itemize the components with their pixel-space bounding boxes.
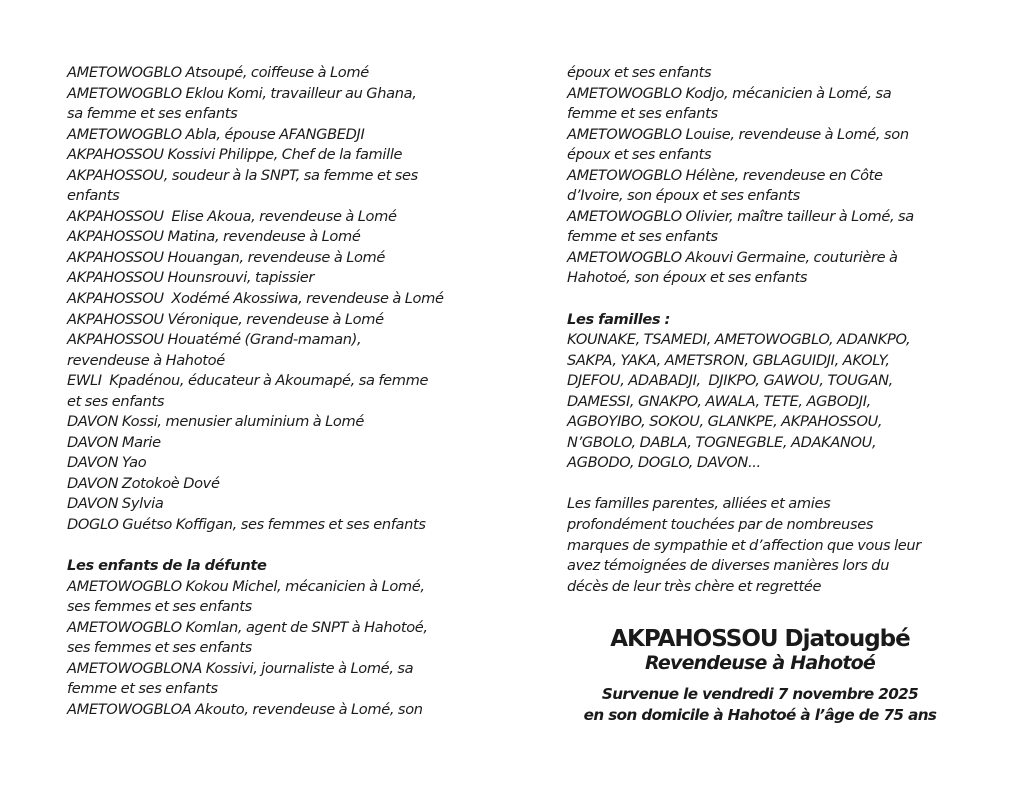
- relative-line: AMETOWOGBLO Atsoupé, coiffeuse à Lomé: [67, 64, 369, 81]
- relative-line: DAVON Kossi, menusier aluminium à Lomé: [67, 413, 364, 431]
- child-line: femme et ses enfants: [567, 228, 718, 246]
- death-info: [560, 684, 960, 725]
- left-column: [67, 63, 497, 721]
- relative-line: DAVON Sylvia: [67, 495, 164, 513]
- relative-line: AKPAHOSSOU Hounsrouvi, tapissier: [67, 269, 315, 287]
- relative-line: AKPAHOSSOU Elise Akoua, revendeuse à Lomé: [67, 207, 397, 225]
- relative-line: EWLI Kpadénou, éducateur à Akoumapé, sa femme: [67, 372, 429, 390]
- thanks-line: profondément touchées par de nombreuses: [567, 516, 874, 534]
- relative-line: AKPAHOSSOU Véronique, revendeuse à Lomé: [67, 310, 384, 328]
- families-line: N’GBOLO, DABLA, TOGNEGBLE, ADAKANOU,: [567, 433, 877, 451]
- child-line: femme et ses enfants: [567, 105, 718, 123]
- child-line: époux et ses enfants: [567, 146, 712, 164]
- relative-line: et ses enfants: [67, 392, 165, 410]
- children-heading: Les enfants de la défunte: [67, 557, 267, 575]
- relative-line: DOGLO Guétso Koffigan, ses femmes et ses enfants: [67, 516, 426, 534]
- families-section: [567, 310, 997, 474]
- child-line: AMETOWOGBLO Olivier, maître tailleur à Lomé, sa: [567, 207, 914, 225]
- child-line: AMETOWOGBLO Komlan, agent de SNPT à Hahotoé,: [67, 618, 428, 636]
- thanks-paragraph: [567, 494, 997, 597]
- child-line: AMETOWOGBLO Kodjo, mécanicien à Lomé, sa: [567, 84, 892, 102]
- families-line: AGBODO, DOGLO, DAVON...: [567, 454, 761, 472]
- child-line: AMETOWOGBLO Kokou Michel, mécanicien à Lomé,: [67, 577, 425, 595]
- families-line: AGBOYIBO, SOKOU, GLANKPE, AKPAHOSSOU,: [567, 413, 883, 431]
- child-line: Hahotoé, son époux et ses enfants: [567, 269, 808, 287]
- families-line: KOUNAKE, TSAMEDI, AMETOWOGBLO, ADANKPO,: [567, 331, 911, 349]
- relative-line: AMETOWOGBLO Abla, épouse AFANGBEDJI: [67, 125, 365, 143]
- child-line: d’Ivoire, son époux et ses enfants: [567, 187, 800, 205]
- death-date: Survenue le vendredi 7 novembre 2025: [601, 685, 919, 703]
- right-column: [567, 63, 997, 597]
- child-line: époux et ses enfants: [567, 64, 712, 81]
- families-line: DAMESSI, GNAKPO, AWALA, TETE, AGBODJI,: [567, 392, 871, 410]
- children-section-continued: [567, 63, 997, 289]
- deceased-role: Revendeuse à Hahotoé: [645, 652, 875, 674]
- child-line: AMETOWOGBLO Hélène, revendeuse en Côte: [567, 166, 883, 184]
- thanks-line: marques de sympathie et d’affection que vous leur: [567, 536, 921, 554]
- child-line: ses femmes et ses enfants: [67, 639, 252, 657]
- death-place: en son domicile à Hahotoé à l’âge de 75 ans: [583, 705, 937, 724]
- relative-line: DAVON Zotokoè Dové: [67, 474, 220, 492]
- child-line: femme et ses enfants: [67, 680, 218, 698]
- spacer: [567, 474, 997, 495]
- relative-line: sa femme et ses enfants: [67, 105, 238, 123]
- children-section: [67, 556, 497, 720]
- child-line: ses femmes et ses enfants: [67, 598, 252, 616]
- relatives-list: [67, 63, 497, 536]
- relative-line: AKPAHOSSOU Houangan, revendeuse à Lomé: [67, 248, 386, 266]
- child-line: AMETOWOGBLONA Kossivi, journaliste à Lomé, sa: [67, 659, 414, 677]
- families-line: SAKPA, YAKA, AMETSRON, GBLAGUIDJI, AKOLY,: [567, 351, 890, 369]
- thanks-line: décès de leur très chère et regrettée: [567, 577, 822, 595]
- relative-line: revendeuse à Hahotoé: [67, 351, 225, 369]
- thanks-line: Les familles parentes, alliées et amies: [567, 495, 831, 513]
- child-line: AMETOWOGBLO Akouvi Germaine, couturière à: [567, 248, 898, 266]
- relative-line: AKPAHOSSOU, soudeur à la SNPT, sa femme et ses: [67, 166, 418, 184]
- relative-line: AKPAHOSSOU Matina, revendeuse à Lomé: [67, 228, 361, 246]
- deceased-name: AKPAHOSSOU Djatougbé: [610, 626, 910, 652]
- spacer: [67, 536, 497, 557]
- relative-line: DAVON Yao: [67, 454, 147, 472]
- families-line: DJEFOU, ADABADJI, DJIKPO, GAWOU, TOUGAN,: [567, 372, 893, 390]
- relative-line: AKPAHOSSOU Xodémé Akossiwa, revendeuse à Lomé: [67, 290, 444, 308]
- child-line: AMETOWOGBLO Louise, revendeuse à Lomé, son: [567, 125, 909, 143]
- thanks-line: avez témoignées de diverses manières lors du: [567, 557, 890, 575]
- relative-line: enfants: [67, 187, 120, 205]
- spacer: [567, 289, 997, 310]
- relative-line: DAVON Marie: [67, 433, 161, 451]
- relative-line: AKPAHOSSOU Houatémé (Grand-maman),: [67, 331, 362, 349]
- relative-line: AMETOWOGBLO Eklou Komi, travailleur au Ghana,: [67, 84, 417, 102]
- child-line: AMETOWOGBLOA Akouto, revendeuse à Lomé, son: [67, 700, 423, 718]
- relative-line: AKPAHOSSOU Kossivi Philippe, Chef de la famille: [67, 146, 403, 164]
- families-heading: Les familles :: [567, 310, 670, 328]
